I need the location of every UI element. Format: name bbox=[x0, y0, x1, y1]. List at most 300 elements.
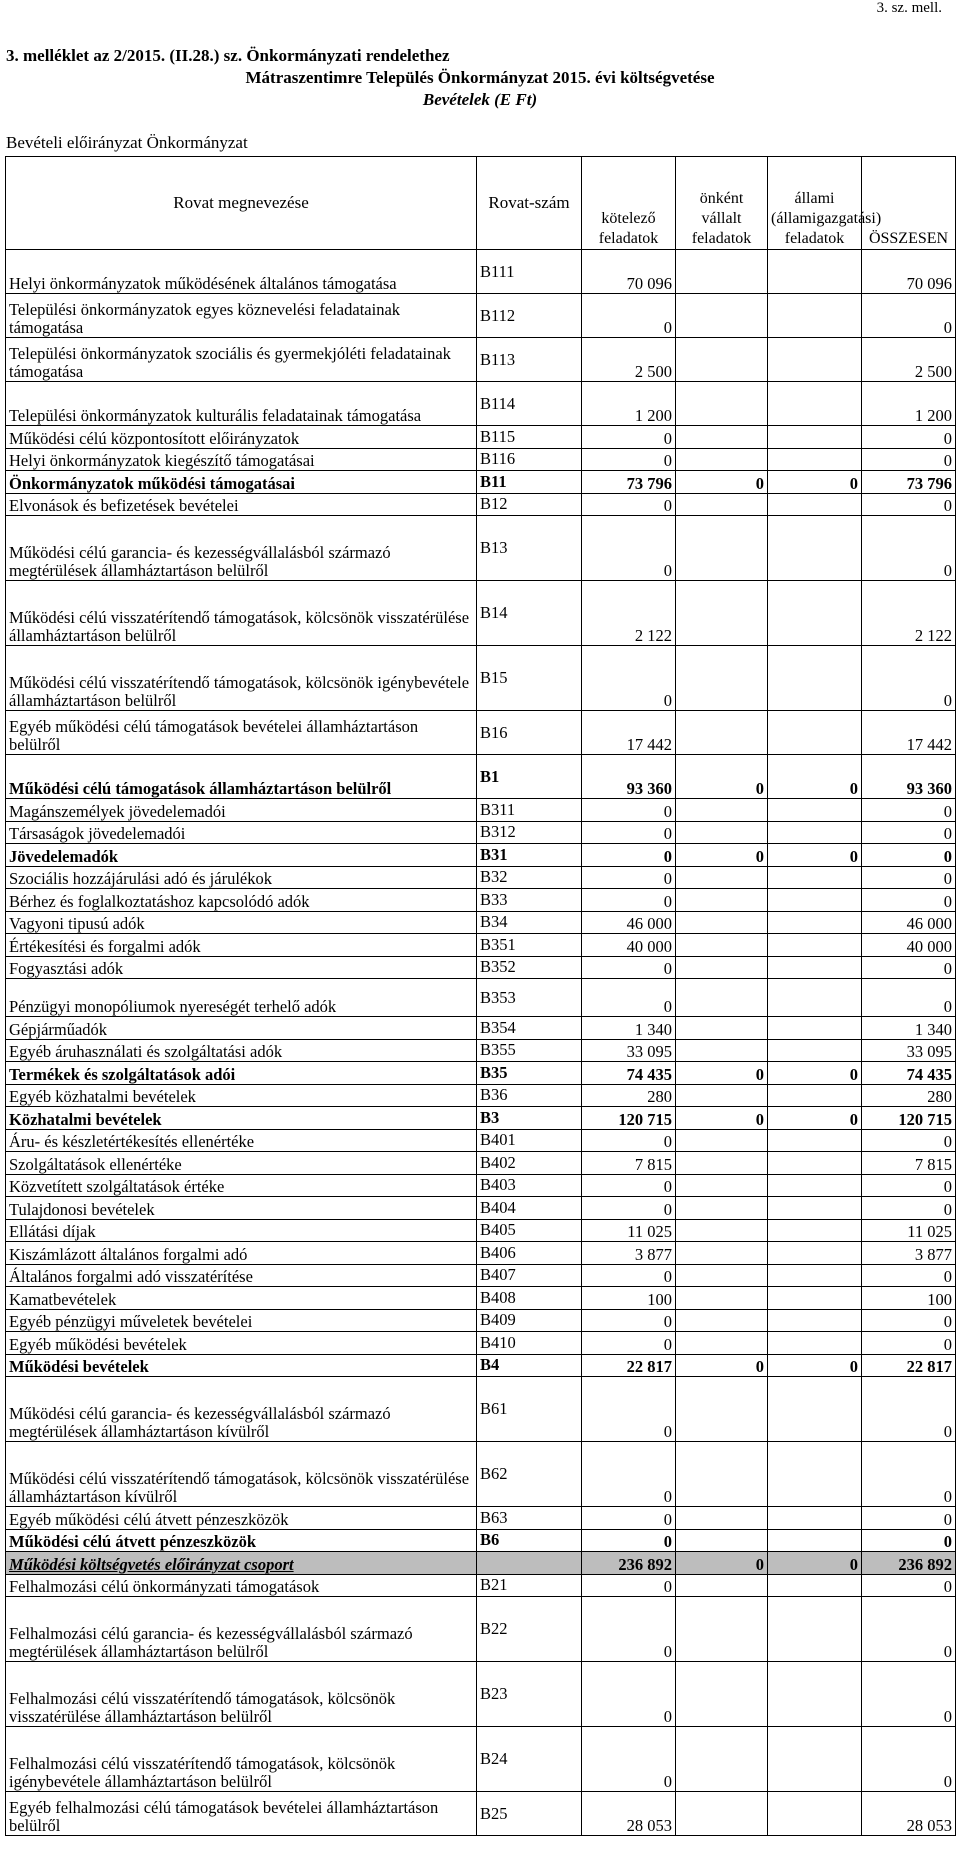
cell-voluntary bbox=[676, 1309, 768, 1332]
cell-voluntary bbox=[676, 1377, 768, 1442]
cell-mandatory: 0 bbox=[582, 493, 676, 516]
cell-state bbox=[768, 1442, 862, 1507]
row-name: Magánszemélyek jövedelemadói bbox=[6, 799, 477, 822]
row-name: Egyéb működési bevételek bbox=[6, 1332, 477, 1355]
document-subtitle: Bevételek (E Ft) bbox=[422, 90, 538, 109]
row-code: B402 bbox=[477, 1152, 582, 1175]
row-code: B63 bbox=[477, 1507, 582, 1530]
cell-state: 0 bbox=[768, 844, 862, 867]
table-row bbox=[6, 1129, 956, 1152]
cell-voluntary bbox=[676, 1332, 768, 1355]
table-row bbox=[6, 250, 956, 294]
row-name: Egyéb működési célú átvett pénzeszközök bbox=[6, 1507, 477, 1530]
row-name: Szociális hozzájárulási adó és járulékok bbox=[6, 866, 477, 889]
cell-mandatory: 0 bbox=[582, 1129, 676, 1152]
row-code: B353 bbox=[477, 979, 582, 1017]
cell-total: 0 bbox=[862, 889, 956, 912]
cell-total: 0 bbox=[862, 516, 956, 581]
cell-mandatory: 0 bbox=[582, 1332, 676, 1355]
cell-total: 0 bbox=[862, 799, 956, 822]
cell-state bbox=[768, 250, 862, 294]
cell-mandatory: 1 200 bbox=[582, 382, 676, 426]
row-code: B4 bbox=[477, 1354, 582, 1377]
row-code: B15 bbox=[477, 646, 582, 711]
row-name: Jövedelemadók bbox=[6, 844, 477, 867]
row-code: B22 bbox=[477, 1597, 582, 1662]
row-name: Bérhez és foglalkoztatáshoz kapcsolódó adók bbox=[6, 889, 477, 912]
cell-state bbox=[768, 1129, 862, 1152]
cell-voluntary bbox=[676, 1129, 768, 1152]
cell-state bbox=[768, 1017, 862, 1040]
row-name: Társaságok jövedelemadói bbox=[6, 821, 477, 844]
cell-total: 0 bbox=[862, 956, 956, 979]
cell-state bbox=[768, 1597, 862, 1662]
cell-voluntary bbox=[676, 1039, 768, 1062]
cell-mandatory: 0 bbox=[582, 1529, 676, 1552]
cell-total: 0 bbox=[862, 1197, 956, 1220]
column-header-mandatory: kötelező feladatok bbox=[582, 157, 676, 250]
cell-mandatory: 7 815 bbox=[582, 1152, 676, 1175]
cell-state: 0 bbox=[768, 755, 862, 799]
row-code: B355 bbox=[477, 1039, 582, 1062]
row-name: Felhalmozási célú visszatérítendő támogatások, kölcsönök igénybevétele államháztartáson belülről bbox=[6, 1727, 477, 1792]
cell-mandatory: 0 bbox=[582, 889, 676, 912]
row-name: Közhatalmi bevételek bbox=[6, 1107, 477, 1130]
cell-total: 74 435 bbox=[862, 1062, 956, 1085]
row-code: B405 bbox=[477, 1219, 582, 1242]
cell-total: 0 bbox=[862, 1597, 956, 1662]
table-row bbox=[6, 1442, 956, 1507]
cell-voluntary bbox=[676, 1727, 768, 1792]
cell-total: 73 796 bbox=[862, 471, 956, 494]
table-row bbox=[6, 1084, 956, 1107]
cell-state bbox=[768, 646, 862, 711]
table-row bbox=[6, 755, 956, 799]
cell-total: 0 bbox=[862, 1332, 956, 1355]
cell-voluntary bbox=[676, 1792, 768, 1836]
row-name: Termékek és szolgáltatások adói bbox=[6, 1062, 477, 1085]
table-row bbox=[6, 1507, 956, 1530]
row-name: Helyi önkormányzatok működésének általános támogatása bbox=[6, 250, 477, 294]
cell-total: 0 bbox=[862, 493, 956, 516]
cell-total: 11 025 bbox=[862, 1219, 956, 1242]
cell-mandatory: 0 bbox=[582, 426, 676, 449]
cell-total: 100 bbox=[862, 1287, 956, 1310]
row-code: B23 bbox=[477, 1662, 582, 1727]
row-code: B311 bbox=[477, 799, 582, 822]
cell-voluntary bbox=[676, 1264, 768, 1287]
row-code: B407 bbox=[477, 1264, 582, 1287]
cell-total: 3 877 bbox=[862, 1242, 956, 1265]
cell-total: 2 500 bbox=[862, 338, 956, 382]
cell-state bbox=[768, 581, 862, 646]
cell-voluntary bbox=[676, 1084, 768, 1107]
cell-mandatory: 93 360 bbox=[582, 755, 676, 799]
row-code: B410 bbox=[477, 1332, 582, 1355]
row-code: B351 bbox=[477, 934, 582, 957]
table-row bbox=[6, 493, 956, 516]
cell-voluntary: 0 bbox=[676, 755, 768, 799]
row-code: B31 bbox=[477, 844, 582, 867]
cell-mandatory: 0 bbox=[582, 1442, 676, 1507]
cell-mandatory: 2 122 bbox=[582, 581, 676, 646]
cell-state bbox=[768, 799, 862, 822]
cell-state bbox=[768, 711, 862, 755]
row-name: Működési célú visszatérítendő támogatások, kölcsönök igénybevétele államháztartáson belülről bbox=[6, 646, 477, 711]
row-code: B406 bbox=[477, 1242, 582, 1265]
cell-voluntary bbox=[676, 799, 768, 822]
cell-state: 0 bbox=[768, 1107, 862, 1130]
row-name: Működési célú támogatások államháztartáson belülről bbox=[6, 755, 477, 799]
row-name: Egyéb áruhasználati és szolgáltatási adók bbox=[6, 1039, 477, 1062]
cell-state bbox=[768, 1287, 862, 1310]
row-name: Szolgáltatások ellenértéke bbox=[6, 1152, 477, 1175]
cell-mandatory: 70 096 bbox=[582, 250, 676, 294]
cell-total: 0 bbox=[862, 1309, 956, 1332]
cell-mandatory: 100 bbox=[582, 1287, 676, 1310]
table-row bbox=[6, 1529, 956, 1552]
cell-total: 0 bbox=[862, 448, 956, 471]
column-header-total: ÖSSZESEN bbox=[862, 157, 956, 250]
row-name: Helyi önkormányzatok kiegészítő támogatásai bbox=[6, 448, 477, 471]
row-code: B25 bbox=[477, 1792, 582, 1836]
row-name: Ellátási díjak bbox=[6, 1219, 477, 1242]
cell-voluntary bbox=[676, 646, 768, 711]
row-code: B312 bbox=[477, 821, 582, 844]
table-row bbox=[6, 646, 956, 711]
cell-total: 70 096 bbox=[862, 250, 956, 294]
row-name: Tulajdonosi bevételek bbox=[6, 1197, 477, 1220]
row-name: Egyéb közhatalmi bevételek bbox=[6, 1084, 477, 1107]
row-name: Települési önkormányzatok szociális és gyermekjóléti feladatainak támogatása bbox=[6, 338, 477, 382]
cell-state bbox=[768, 956, 862, 979]
cell-total: 93 360 bbox=[862, 755, 956, 799]
cell-total: 280 bbox=[862, 1084, 956, 1107]
row-name: Települési önkormányzatok kulturális feladatainak támogatása bbox=[6, 382, 477, 426]
table-row bbox=[6, 426, 956, 449]
cell-voluntary bbox=[676, 1017, 768, 1040]
cell-total: 0 bbox=[862, 294, 956, 338]
cell-state bbox=[768, 1152, 862, 1175]
cell-mandatory: 0 bbox=[582, 866, 676, 889]
cell-voluntary bbox=[676, 581, 768, 646]
cell-state bbox=[768, 294, 862, 338]
cell-mandatory: 3 877 bbox=[582, 1242, 676, 1265]
cell-total: 0 bbox=[862, 1174, 956, 1197]
cell-state bbox=[768, 979, 862, 1017]
table-row bbox=[6, 799, 956, 822]
table-row bbox=[6, 516, 956, 581]
cell-mandatory: 0 bbox=[582, 1309, 676, 1332]
table-row bbox=[6, 1662, 956, 1727]
column-header-name: Rovat megnevezése bbox=[6, 157, 477, 250]
revenue-table bbox=[5, 156, 956, 1836]
cell-total: 0 bbox=[862, 1264, 956, 1287]
row-code: B114 bbox=[477, 382, 582, 426]
table-row bbox=[6, 1354, 956, 1377]
row-name: Elvonások és befizetések bevételei bbox=[6, 493, 477, 516]
cell-voluntary bbox=[676, 448, 768, 471]
table-row bbox=[6, 1332, 956, 1355]
row-code: B34 bbox=[477, 911, 582, 934]
cell-total: 0 bbox=[862, 844, 956, 867]
column-header-voluntary: önként vállalt feladatok bbox=[676, 157, 768, 250]
row-code: B14 bbox=[477, 581, 582, 646]
row-name: Felhalmozási célú önkormányzati támogatások bbox=[6, 1574, 477, 1597]
row-name: Kamatbevételek bbox=[6, 1287, 477, 1310]
cell-mandatory: 11 025 bbox=[582, 1219, 676, 1242]
cell-voluntary bbox=[676, 250, 768, 294]
row-name: Egyéb pénzügyi műveletek bevételei bbox=[6, 1309, 477, 1332]
cell-mandatory: 0 bbox=[582, 294, 676, 338]
row-code: B112 bbox=[477, 294, 582, 338]
cell-mandatory: 0 bbox=[582, 1727, 676, 1792]
cell-mandatory: 46 000 bbox=[582, 911, 676, 934]
cell-total: 236 892 bbox=[862, 1552, 956, 1575]
cell-state: 0 bbox=[768, 1552, 862, 1575]
cell-mandatory: 0 bbox=[582, 1174, 676, 1197]
row-code: B116 bbox=[477, 448, 582, 471]
row-code: B12 bbox=[477, 493, 582, 516]
row-code: B32 bbox=[477, 866, 582, 889]
table-row bbox=[6, 1174, 956, 1197]
row-code: B401 bbox=[477, 1129, 582, 1152]
column-header-state: állami (államigazgatási) feladatok bbox=[768, 157, 862, 250]
cell-total: 0 bbox=[862, 1727, 956, 1792]
cell-mandatory: 0 bbox=[582, 1507, 676, 1530]
row-code bbox=[477, 1552, 582, 1575]
cell-voluntary bbox=[676, 1574, 768, 1597]
cell-voluntary bbox=[676, 1152, 768, 1175]
cell-mandatory: 1 340 bbox=[582, 1017, 676, 1040]
cell-state: 0 bbox=[768, 1354, 862, 1377]
cell-voluntary bbox=[676, 1219, 768, 1242]
cell-voluntary bbox=[676, 934, 768, 957]
cell-total: 0 bbox=[862, 646, 956, 711]
cell-total: 0 bbox=[862, 1129, 956, 1152]
row-code: B36 bbox=[477, 1084, 582, 1107]
cell-voluntary bbox=[676, 1529, 768, 1552]
cell-total: 0 bbox=[862, 1507, 956, 1530]
cell-state bbox=[768, 1377, 862, 1442]
table-row bbox=[6, 1152, 956, 1175]
cell-total: 0 bbox=[862, 979, 956, 1017]
cell-state bbox=[768, 1219, 862, 1242]
cell-total: 0 bbox=[862, 821, 956, 844]
cell-mandatory: 0 bbox=[582, 516, 676, 581]
row-name: Működési célú visszatérítendő támogatások, kölcsönök visszatérülése államháztartáson kívülről bbox=[6, 1442, 477, 1507]
table-row bbox=[6, 1377, 956, 1442]
table-row bbox=[6, 1017, 956, 1040]
cell-total: 1 200 bbox=[862, 382, 956, 426]
row-name: Működési költségvetés előirányzat csoport bbox=[6, 1552, 477, 1575]
row-name: Vagyoni tipusú adók bbox=[6, 911, 477, 934]
row-name: Működési célú központosított előirányzatok bbox=[6, 426, 477, 449]
cell-state bbox=[768, 448, 862, 471]
cell-state bbox=[768, 889, 862, 912]
cell-voluntary bbox=[676, 516, 768, 581]
cell-state bbox=[768, 1264, 862, 1287]
table-row bbox=[6, 448, 956, 471]
cell-total: 0 bbox=[862, 1574, 956, 1597]
row-name: Működési célú átvett pénzeszközök bbox=[6, 1529, 477, 1552]
cell-state bbox=[768, 934, 862, 957]
cell-state bbox=[768, 1727, 862, 1792]
cell-mandatory: 0 bbox=[582, 1597, 676, 1662]
cell-voluntary bbox=[676, 889, 768, 912]
cell-mandatory: 0 bbox=[582, 448, 676, 471]
cell-state bbox=[768, 1332, 862, 1355]
row-name: Működési célú visszatérítendő támogatások, kölcsönök visszatérülése államháztartáson belülről bbox=[6, 581, 477, 646]
row-name: Felhalmozási célú visszatérítendő támogatások, kölcsönök visszatérülése államháztartáson belülről bbox=[6, 1662, 477, 1727]
table-row bbox=[6, 382, 956, 426]
table-row bbox=[6, 956, 956, 979]
cell-mandatory: 0 bbox=[582, 1377, 676, 1442]
cell-voluntary bbox=[676, 1174, 768, 1197]
cell-state bbox=[768, 1084, 862, 1107]
row-code: B352 bbox=[477, 956, 582, 979]
cell-total: 33 095 bbox=[862, 1039, 956, 1062]
row-name: Működési célú garancia- és kezességvállalásból származó megtérülések államháztartáson belülről bbox=[6, 516, 477, 581]
table-row bbox=[6, 1287, 956, 1310]
cell-state bbox=[768, 1039, 862, 1062]
section-title: Bevételi előirányzat Önkormányzat bbox=[6, 133, 248, 152]
table-row bbox=[6, 979, 956, 1017]
cell-mandatory: 2 500 bbox=[582, 338, 676, 382]
cell-voluntary bbox=[676, 979, 768, 1017]
cell-total: 17 442 bbox=[862, 711, 956, 755]
cell-voluntary: 0 bbox=[676, 1062, 768, 1085]
table-body bbox=[6, 250, 956, 1836]
cell-voluntary bbox=[676, 294, 768, 338]
cell-total: 7 815 bbox=[862, 1152, 956, 1175]
table-row bbox=[6, 1219, 956, 1242]
cell-mandatory: 28 053 bbox=[582, 1792, 676, 1836]
row-code: B21 bbox=[477, 1574, 582, 1597]
row-code: B1 bbox=[477, 755, 582, 799]
cell-mandatory: 280 bbox=[582, 1084, 676, 1107]
row-name: Áru- és készletértékesítés ellenértéke bbox=[6, 1129, 477, 1152]
cell-state bbox=[768, 866, 862, 889]
cell-voluntary bbox=[676, 493, 768, 516]
table-header-row bbox=[6, 157, 956, 250]
cell-state bbox=[768, 1242, 862, 1265]
table-row bbox=[6, 821, 956, 844]
row-name: Pénzügyi monopóliumok nyereségét terhelő adók bbox=[6, 979, 477, 1017]
cell-total: 0 bbox=[862, 866, 956, 889]
cell-mandatory: 40 000 bbox=[582, 934, 676, 957]
row-code: B35 bbox=[477, 1062, 582, 1085]
cell-state bbox=[768, 911, 862, 934]
cell-voluntary bbox=[676, 1242, 768, 1265]
cell-mandatory: 22 817 bbox=[582, 1354, 676, 1377]
row-name: Egyéb felhalmozási célú támogatások bevételei államháztartáson belülről bbox=[6, 1792, 477, 1836]
cell-voluntary bbox=[676, 1597, 768, 1662]
cell-mandatory: 120 715 bbox=[582, 1107, 676, 1130]
document-heading: 3. melléklet az 2/2015. (II.28.) sz. Önkormányzati rendelethez bbox=[6, 46, 450, 65]
row-name: Gépjárműadók bbox=[6, 1017, 477, 1040]
table-row bbox=[6, 1574, 956, 1597]
cell-voluntary: 0 bbox=[676, 844, 768, 867]
table-row bbox=[6, 338, 956, 382]
cell-mandatory: 17 442 bbox=[582, 711, 676, 755]
table-row bbox=[6, 1039, 956, 1062]
cell-voluntary: 0 bbox=[676, 471, 768, 494]
cell-total: 0 bbox=[862, 1529, 956, 1552]
appendix-number: 3. sz. mell. bbox=[876, 0, 942, 16]
row-name: Kiszámlázott általános forgalmi adó bbox=[6, 1242, 477, 1265]
row-name: Önkormányzatok működési támogatásai bbox=[6, 471, 477, 494]
table-row bbox=[6, 934, 956, 957]
row-code: B24 bbox=[477, 1727, 582, 1792]
row-name: Fogyasztási adók bbox=[6, 956, 477, 979]
cell-state: 0 bbox=[768, 471, 862, 494]
table-row bbox=[6, 471, 956, 494]
cell-voluntary bbox=[676, 1287, 768, 1310]
row-code: B115 bbox=[477, 426, 582, 449]
row-code: B62 bbox=[477, 1442, 582, 1507]
table-row bbox=[6, 1552, 956, 1575]
cell-state bbox=[768, 426, 862, 449]
cell-state bbox=[768, 338, 862, 382]
row-code: B113 bbox=[477, 338, 582, 382]
cell-voluntary: 0 bbox=[676, 1107, 768, 1130]
cell-state bbox=[768, 382, 862, 426]
table-row bbox=[6, 1597, 956, 1662]
cell-state bbox=[768, 1309, 862, 1332]
table-row bbox=[6, 1792, 956, 1836]
cell-mandatory: 0 bbox=[582, 1574, 676, 1597]
row-code: B111 bbox=[477, 250, 582, 294]
row-name: Működési bevételek bbox=[6, 1354, 477, 1377]
cell-voluntary bbox=[676, 821, 768, 844]
cell-total: 0 bbox=[862, 1662, 956, 1727]
cell-total: 0 bbox=[862, 1442, 956, 1507]
table-row bbox=[6, 1264, 956, 1287]
table-row bbox=[6, 1107, 956, 1130]
cell-total: 40 000 bbox=[862, 934, 956, 957]
cell-state: 0 bbox=[768, 1062, 862, 1085]
row-name: Felhalmozási célú garancia- és kezességvállalásból származó megtérülések államháztartáson belülről bbox=[6, 1597, 477, 1662]
cell-voluntary: 0 bbox=[676, 1354, 768, 1377]
row-code: B403 bbox=[477, 1174, 582, 1197]
cell-mandatory: 0 bbox=[582, 646, 676, 711]
table-row bbox=[6, 711, 956, 755]
cell-voluntary: 0 bbox=[676, 1552, 768, 1575]
document-title: Mátraszentimre Település Önkormányzat 2015. évi költségvetése bbox=[245, 68, 715, 87]
cell-state bbox=[768, 1574, 862, 1597]
cell-state bbox=[768, 1662, 862, 1727]
cell-mandatory: 33 095 bbox=[582, 1039, 676, 1062]
row-name: Működési célú garancia- és kezességvállalásból származó megtérülések államháztartáson kívülről bbox=[6, 1377, 477, 1442]
cell-mandatory: 0 bbox=[582, 979, 676, 1017]
row-name: Általános forgalmi adó visszatérítése bbox=[6, 1264, 477, 1287]
row-code: B6 bbox=[477, 1529, 582, 1552]
row-name: Közvetített szolgáltatások értéke bbox=[6, 1174, 477, 1197]
row-name: Egyéb működési célú támogatások bevételei államháztartáson belülről bbox=[6, 711, 477, 755]
cell-state bbox=[768, 821, 862, 844]
row-code: B354 bbox=[477, 1017, 582, 1040]
cell-total: 0 bbox=[862, 1377, 956, 1442]
cell-voluntary bbox=[676, 866, 768, 889]
cell-total: 28 053 bbox=[862, 1792, 956, 1836]
cell-state bbox=[768, 1529, 862, 1552]
cell-voluntary bbox=[676, 1662, 768, 1727]
table-row bbox=[6, 844, 956, 867]
table-row bbox=[6, 1242, 956, 1265]
cell-voluntary bbox=[676, 711, 768, 755]
cell-state bbox=[768, 1174, 862, 1197]
